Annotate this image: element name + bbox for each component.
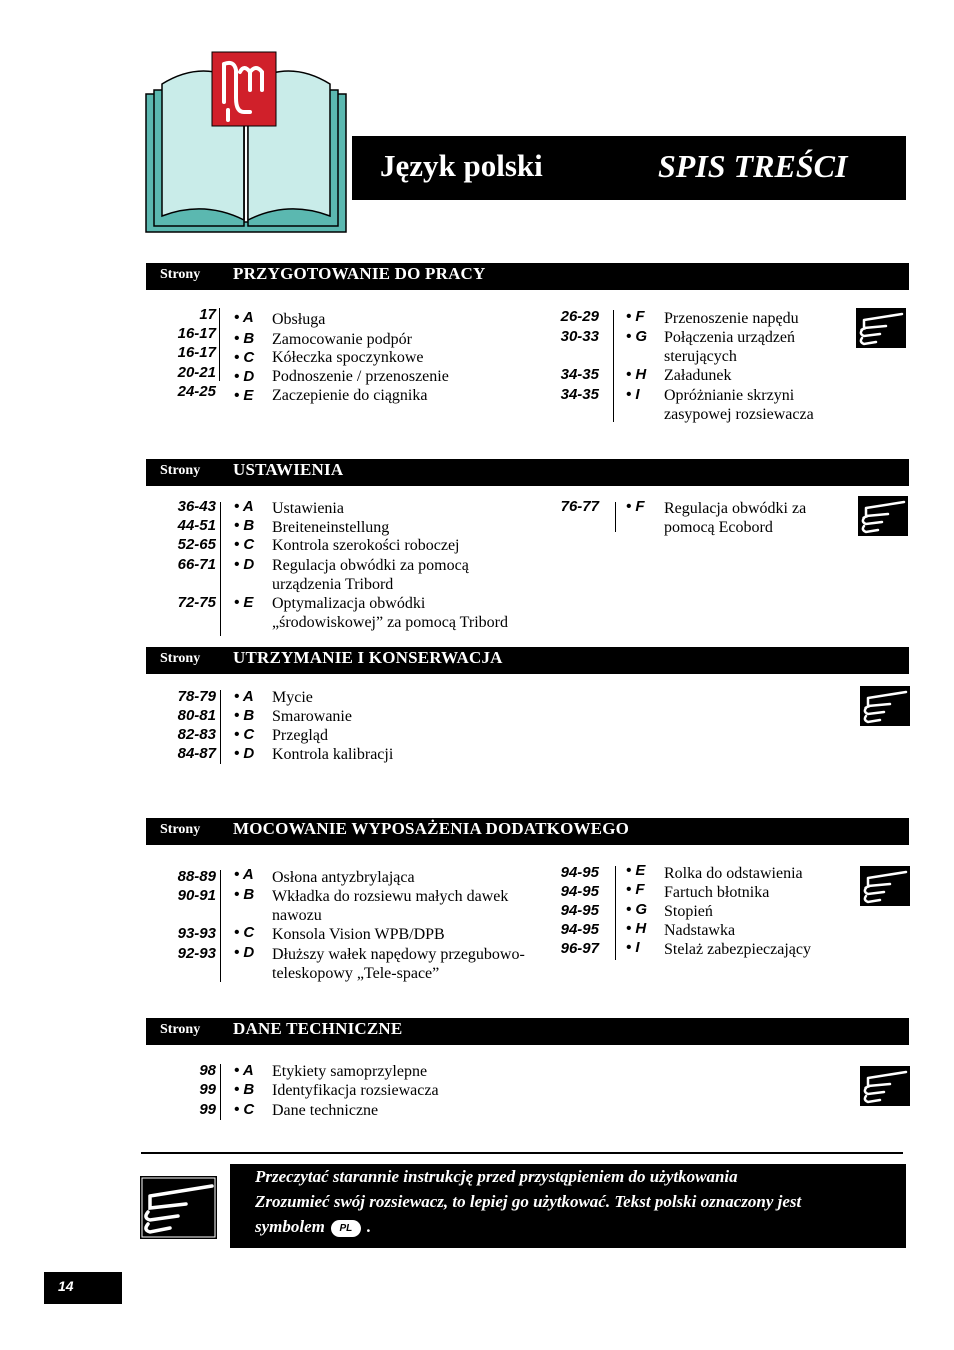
- open-book-icon: [144, 50, 348, 234]
- pointing-hand-icon: [860, 866, 910, 906]
- section-title: DANE TECHNICZNE: [233, 1019, 403, 1038]
- footer-rule: [141, 1152, 903, 1154]
- pages-label: Strony: [160, 1022, 201, 1037]
- pointing-hand-icon: [860, 1066, 910, 1106]
- footer-line-1: Przeczytać starannie instrukcję przed przystąpieniem do użytkowania: [255, 1167, 738, 1186]
- page-number-box: [44, 1272, 122, 1304]
- section-header: [146, 1018, 909, 1045]
- section-title: MOCOWANIE WYPOSAŻENIA DODATKOWEGO: [233, 819, 630, 838]
- pages-label: Strony: [160, 463, 201, 478]
- pages-label: Strony: [160, 651, 201, 666]
- footer-notice: [230, 1164, 906, 1248]
- pointing-hand-icon: [140, 1176, 217, 1239]
- pages-label: Strony: [160, 822, 201, 837]
- section-header: [146, 263, 909, 290]
- page-number: 14: [58, 1278, 74, 1294]
- toc-title: SPIS TREŚCI: [658, 148, 848, 184]
- pl-badge: PL: [331, 1220, 361, 1237]
- section-header: [146, 647, 909, 674]
- section-header: [146, 459, 909, 486]
- footer-line-3: symbolem PL .: [255, 1217, 372, 1236]
- pointing-hand-icon: [856, 308, 906, 348]
- pages-label: Strony: [160, 267, 201, 282]
- pointing-hand-icon: [858, 496, 908, 536]
- section-title: UTRZYMANIE I KONSERWACJA: [233, 648, 503, 667]
- section-title: PRZYGOTOWANIE DO PRACY: [233, 264, 486, 283]
- section-title: USTAWIENIA: [233, 460, 344, 479]
- title-bar: [352, 136, 906, 200]
- section-header: [146, 818, 909, 845]
- pointing-hand-icon: [860, 686, 910, 726]
- language-title: Język polski: [380, 148, 543, 183]
- footer-line-2: Zrozumieć swój rozsiewacz, to lepiej go użytkować. Tekst polski oznaczony jest: [255, 1192, 802, 1211]
